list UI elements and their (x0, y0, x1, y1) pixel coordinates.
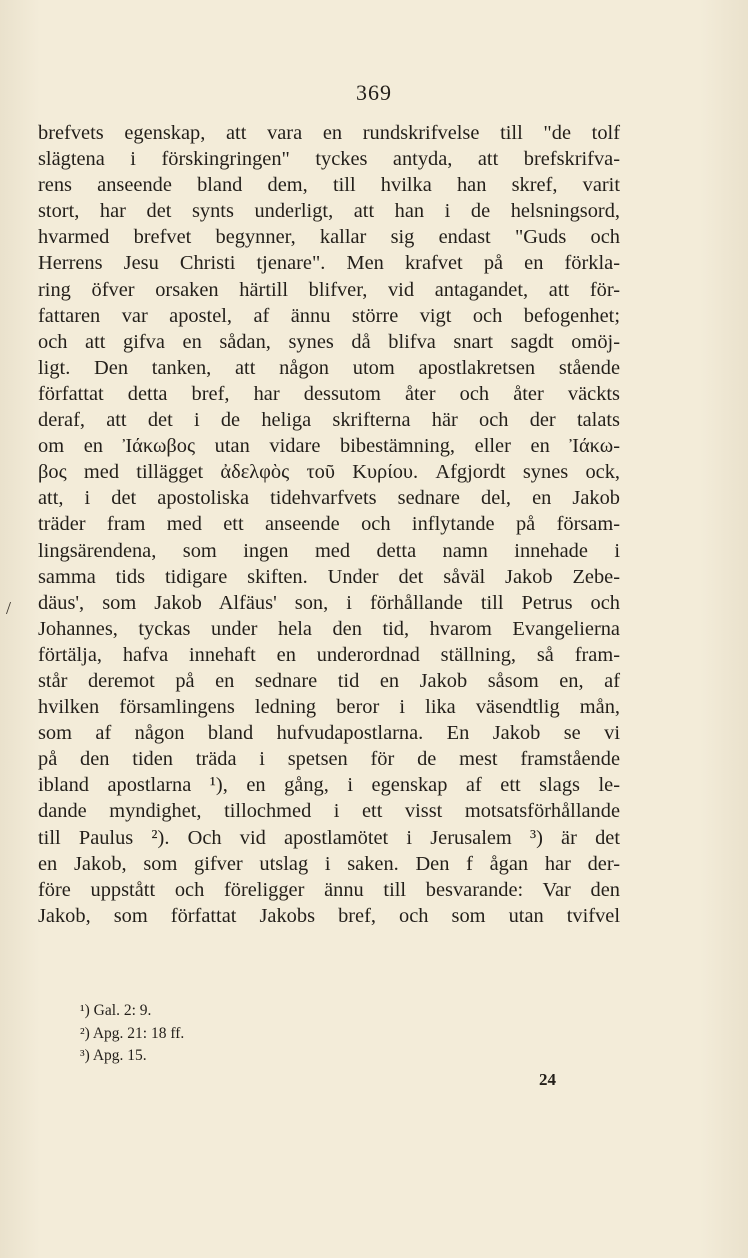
text-line: dande myndighet, tillochmed i ett visst motsatsförhållande (38, 800, 620, 823)
text-line: fattaren var apostel, af ännu större vigt och befogenhet; (38, 304, 620, 327)
text-line: hvilken församlingens ledning beror i lika väsendtlig mån, (38, 696, 620, 719)
footnote: ¹) Gal. 2: 9. (80, 1002, 152, 1019)
text-line: står deremot på en sednare tid en Jakob såsom en, af (38, 669, 620, 692)
text-line: ligt. Den tanken, att någon utom apostlakretsen stående (38, 356, 620, 379)
printer-signature: 24 (539, 1070, 556, 1089)
text-line: en Jakob, som gifver utslag i saken. Den f ågan har der- (38, 852, 620, 875)
text-line: att, i det apostoliska tidehvarfvets sednare del, en Jakob (38, 487, 620, 510)
text-line: som af någon bland hufvudapostlarna. En Jakob se vi (38, 722, 620, 745)
text-line: till Paulus ²). Och vid apostlamötet i Jerusalem ³) är det (38, 826, 620, 849)
margin-mark: / (6, 598, 12, 618)
text-line: deraf, att det i de heliga skrifterna här och der talats (38, 409, 620, 432)
text-line: rens anseende bland dem, till hvilka han skref, varit (38, 174, 620, 197)
footnote: ³) Apg. 15. (80, 1047, 147, 1064)
text-line: däus', som Jakob Alfäus' son, i förhållande till Petrus och (38, 591, 620, 614)
text-line: författat detta bref, har dessutom åter och åter väckts (38, 382, 620, 405)
text-line: och att gifva en sådan, synes då blifva snart sagdt omöj- (38, 330, 620, 353)
text-line: före uppstått och föreligger ännu till besvarande: Var den (38, 878, 620, 901)
text-line: om en Ἰάκωβος utan vidare bibestämning, eller en Ἰάκω- (38, 435, 620, 458)
body-text (38, 120, 620, 929)
text-line: ring öfver orsaken härtill blifver, vid antagandet, att för- (38, 278, 620, 301)
text-line: samma tids tidigare skiften. Under det såväl Jakob Zebe- (38, 565, 620, 588)
text-line: slägtena i förskingringen" tyckes antyda, att brefskrifva- (38, 148, 620, 171)
text-line: brefvets egenskap, att vara en rundskrifvelse till "de tolf (38, 122, 620, 144)
text-line: Johannes, tyckas under hela den tid, hvarom Evangelierna (38, 617, 620, 640)
text-line: träder fram med ett anseende och inflytande på försam- (38, 513, 620, 536)
text-line: hvarmed brefvet begynner, kallar sig endast "Guds och (38, 226, 620, 249)
text-line: på den tiden träda i spetsen för de mest framstående (38, 748, 620, 771)
footnote: ²) Apg. 21: 18 ff. (80, 1024, 185, 1042)
page-number: 369 (356, 80, 392, 105)
text-line: ibland apostlarna ¹), en gång, i egenskap af ett slags le- (38, 774, 620, 797)
footnotes (80, 1000, 380, 1068)
text-line: βος med tillägget ἀδελφὸς τοῦ Κυρίου. Afgjordt synes ock, (38, 461, 620, 484)
text-line: förtälja, hafva innehaft en underordnad ställning, så fram- (38, 643, 620, 666)
text-line: Jakob, som författat Jakobs bref, och som utan tvifvel (38, 904, 620, 927)
text-line: Herrens Jesu Christi tjenare". Men krafvet på en förkla- (38, 252, 620, 275)
text-line: stort, har det synts underligt, att han i de helsningsord, (38, 200, 620, 223)
text-line: lingsärendena, som ingen med detta namn innehade i (38, 539, 620, 562)
